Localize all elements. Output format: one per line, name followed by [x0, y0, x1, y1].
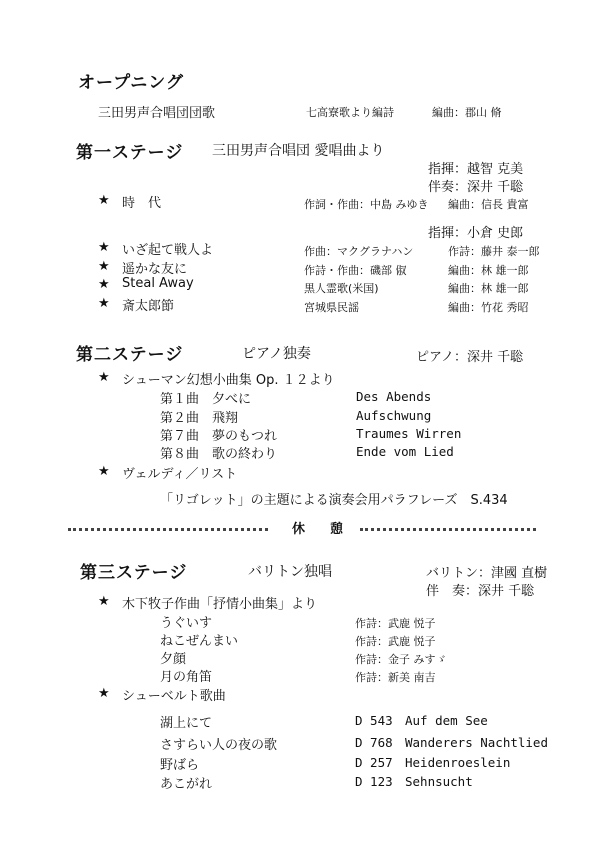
- song-title: あこがれ: [160, 777, 213, 792]
- deutsch-number: D 123: [355, 774, 393, 789]
- song-title: 月の角笛: [160, 670, 213, 685]
- stage2-performer: ピアノ：深井 千聡: [416, 350, 524, 365]
- song-credit: 作詩：新美 南吉: [355, 671, 436, 684]
- stage1-song-title: いざ起て戦人よ: [122, 243, 214, 258]
- star-icon: ★: [98, 240, 110, 255]
- piece-number: 第２曲: [160, 411, 200, 426]
- stage3-baritone: バリトン：津國 直樹: [426, 566, 548, 581]
- star-icon: ★: [98, 296, 110, 311]
- star-icon: ★: [98, 594, 110, 609]
- stage1-song-title: 遥かな友に: [122, 262, 188, 277]
- stage1-song-title: 斎太郎節: [122, 299, 175, 314]
- stage1-song-arranger: 編曲：竹花 秀昭: [448, 301, 529, 314]
- dotted-divider-left: [68, 528, 268, 531]
- song-title: 湖上にて: [160, 716, 213, 731]
- stage1-song-title: 時 代: [122, 196, 162, 211]
- stage2-group2-title: ヴェルディ／リスト: [122, 467, 238, 482]
- star-icon: ★: [98, 464, 110, 479]
- stage1-song-credit: 作詞・作曲：中島 みゆき: [304, 198, 429, 211]
- piece-number: 第８曲: [160, 447, 200, 462]
- stage3-accompanist: 伴 奏：深井 千聡: [426, 584, 535, 599]
- song-title-de: Heidenroeslein: [405, 755, 511, 770]
- song-title: 夕顔: [160, 652, 187, 667]
- stage1-song-credit: 黒人霊歌(米国): [304, 282, 379, 295]
- star-icon: ★: [98, 277, 110, 292]
- song-title: 野ばら: [160, 758, 200, 773]
- star-icon: ★: [98, 370, 110, 385]
- piece-number: 第１曲: [160, 392, 200, 407]
- song-title-de: Wanderers Nachtlied: [405, 735, 548, 750]
- song-title-de: Sehnsucht: [405, 774, 473, 789]
- stage1-song-arranger: 作詩：藤井 泰一郎: [448, 245, 540, 258]
- stage1-song-arranger: 編曲：林 雄一郎: [448, 264, 529, 277]
- piece-title-de: Traumes Wirren: [356, 426, 462, 441]
- stage3-group1-title: 木下牧子作曲「抒情小曲集」より: [122, 597, 318, 612]
- piece-title-jp: 飛翔: [212, 411, 239, 426]
- stage1-song-credit: 作曲：マクグラナハン: [304, 245, 414, 258]
- stage3-subtitle: バリトン独唱: [248, 564, 332, 580]
- piece-title-de: Aufschwung: [356, 408, 432, 423]
- dotted-divider-right: [360, 528, 536, 531]
- stage3-group2-title: シューベルト歌曲: [122, 689, 226, 704]
- piece-title-jp: 歌の終わり: [212, 447, 278, 462]
- piece-title-jp: 夕べに: [212, 392, 252, 407]
- stage1-song-credit: 宮城県民謡: [304, 301, 359, 314]
- opening-song: 三田男声合唱団団歌: [98, 106, 216, 121]
- piece-title-de: Ende vom Lied: [356, 444, 454, 459]
- stage1-song-arranger: 編曲：林 雄一郎: [448, 282, 529, 295]
- star-icon: ★: [98, 259, 110, 274]
- song-title: さすらい人の夜の歌: [160, 738, 278, 753]
- stage2-subtitle: ピアノ独奏: [242, 346, 311, 362]
- stage1-subtitle: 三田男声合唱団 愛唱曲より: [212, 143, 385, 159]
- stage1-song-title: Steal Away: [122, 276, 194, 291]
- stage1-song-credit: 作詩・作曲：磯部 俶: [304, 264, 407, 277]
- opening-lyrics: 七高寮歌より編詩: [306, 106, 394, 119]
- song-credit: 作詩：武鹿 悦子: [355, 617, 436, 630]
- star-icon: ★: [98, 193, 110, 208]
- piece-title-de: Des Abends: [356, 389, 432, 404]
- song-title: ねこぜんまい: [160, 634, 239, 649]
- song-credit: 作詩：金子 みすゞ: [355, 653, 447, 666]
- stage1-conductor: 指揮：越智 克美: [428, 162, 524, 177]
- deutsch-number: D 768: [355, 735, 393, 750]
- song-title: うぐいす: [160, 616, 213, 631]
- song-title-de: Auf dem See: [405, 713, 488, 728]
- intermission-label: 休 憩: [292, 522, 350, 537]
- star-icon: ★: [98, 686, 110, 701]
- stage1-conductor-2: 指揮：小倉 史郎: [428, 226, 524, 241]
- deutsch-number: D 257: [355, 755, 393, 770]
- stage1-heading: 第一ステージ: [76, 143, 184, 163]
- stage2-group1-title: シューマン幻想小曲集 Op. １２より: [122, 373, 335, 388]
- song-credit: 作詩：武鹿 悦子: [355, 635, 436, 648]
- stage2-group2-piece: 「リゴレット」の主題による演奏会用パラフレーズ S.434: [160, 493, 508, 508]
- opening-heading: オープニング: [78, 73, 184, 93]
- stage3-heading: 第三ステージ: [80, 563, 188, 583]
- piece-title-jp: 夢のもつれ: [212, 429, 278, 444]
- stage2-heading: 第二ステージ: [76, 345, 184, 365]
- stage1-song-arranger: 編曲：信長 貴富: [448, 198, 529, 211]
- deutsch-number: D 543: [355, 713, 393, 728]
- stage1-accompanist: 伴奏：深井 千聡: [428, 180, 524, 195]
- opening-arranger: 編曲：郡山 脩: [432, 106, 502, 119]
- piece-number: 第７曲: [160, 429, 200, 444]
